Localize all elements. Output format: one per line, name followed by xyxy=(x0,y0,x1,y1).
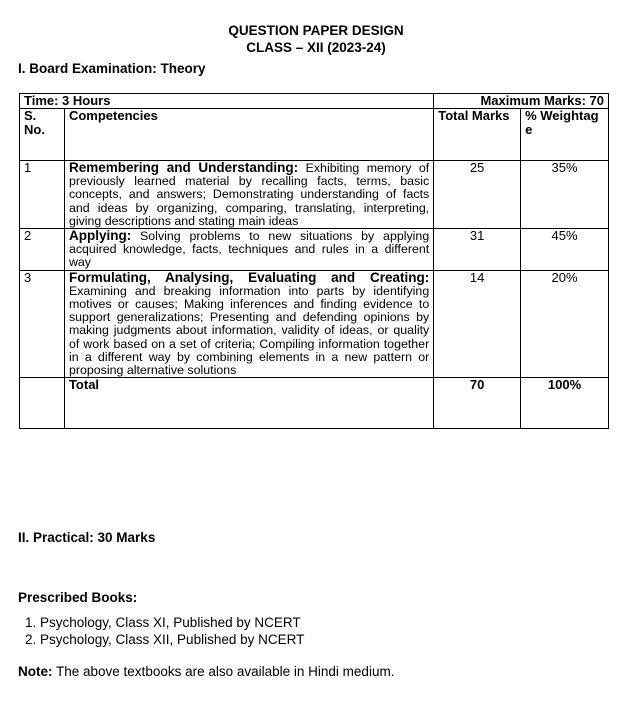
table-row xyxy=(20,161,609,229)
books-list xyxy=(22,614,304,648)
row-competency xyxy=(64,161,433,229)
competency-description: Solving problems to new situations by applying acquired knowledge, facts, techniques and rules in a different way xyxy=(68,229,430,270)
total-sno-cell xyxy=(20,378,65,429)
competency-description: Exhibiting memory of previously learned material by recalling facts, terms, basic concepts, and answers; Demonstrating understanding of facts and ideas by organizing, comparing, translating, interpreting, giving descriptions and stating main ideas xyxy=(68,161,430,228)
row-sno: 1 xyxy=(20,161,65,229)
prescribed-books-heading: Prescribed Books: xyxy=(18,590,138,605)
list-item: 1. Psychology, Class XI, Published by NCERT xyxy=(40,614,304,631)
header-total-marks: Total Marks xyxy=(434,109,521,161)
class-subtitle: CLASS – XII (2023-24) xyxy=(246,40,386,55)
header-competencies: Competencies xyxy=(64,109,433,161)
max-marks-cell: Maximum Marks: 70 xyxy=(434,94,609,109)
row-competency xyxy=(64,229,433,271)
table-row xyxy=(20,270,609,378)
total-row xyxy=(20,378,609,429)
doc-title: QUESTION PAPER DESIGN xyxy=(228,23,404,38)
competency-title: Remembering and Understanding: xyxy=(68,160,299,175)
table-row xyxy=(20,229,609,271)
section-theory-heading: I. Board Examination: Theory xyxy=(18,61,206,76)
competency-description: Examining and breaking information into parts by identifying motives or causes; Making inferences and finding evidence to support generalizations; Presenting and defending opinions by making judgments about information, validity of ideas, or quality of work based on a set of criteria; Compiling information together in a different way by combining elements in a new pattern or proposing alternative solutions xyxy=(68,283,430,378)
row-competency xyxy=(64,270,433,378)
row-weightage: 35% xyxy=(521,161,609,229)
header-weightage: % Weightage xyxy=(521,109,609,161)
header-sno: S. No. xyxy=(20,109,65,161)
row-sno: 3 xyxy=(20,270,65,378)
time-cell: Time: 3 Hours xyxy=(20,94,434,109)
competency-title: Formulating, Analysing, Evaluating and Creating: xyxy=(68,269,430,285)
row-weightage: 20% xyxy=(521,270,609,378)
competency-title: Applying: xyxy=(68,228,132,244)
total-marks: 70 xyxy=(434,378,521,429)
row-sno: 2 xyxy=(20,229,65,271)
total-weightage: 100% xyxy=(521,378,609,429)
list-item: 2. Psychology, Class XII, Published by NCERT xyxy=(40,631,304,648)
note-label: Note: xyxy=(18,664,53,679)
row-marks: 25 xyxy=(434,161,521,229)
question-paper-table xyxy=(19,93,609,429)
note-body: The above textbooks are also available in Hindi medium. xyxy=(52,664,395,679)
section-practical-heading: II. Practical: 30 Marks xyxy=(18,530,156,545)
total-label: Total xyxy=(64,378,433,429)
row-marks: 14 xyxy=(434,270,521,378)
row-marks: 31 xyxy=(434,229,521,271)
note-text xyxy=(18,664,394,679)
row-weightage: 45% xyxy=(521,229,609,271)
